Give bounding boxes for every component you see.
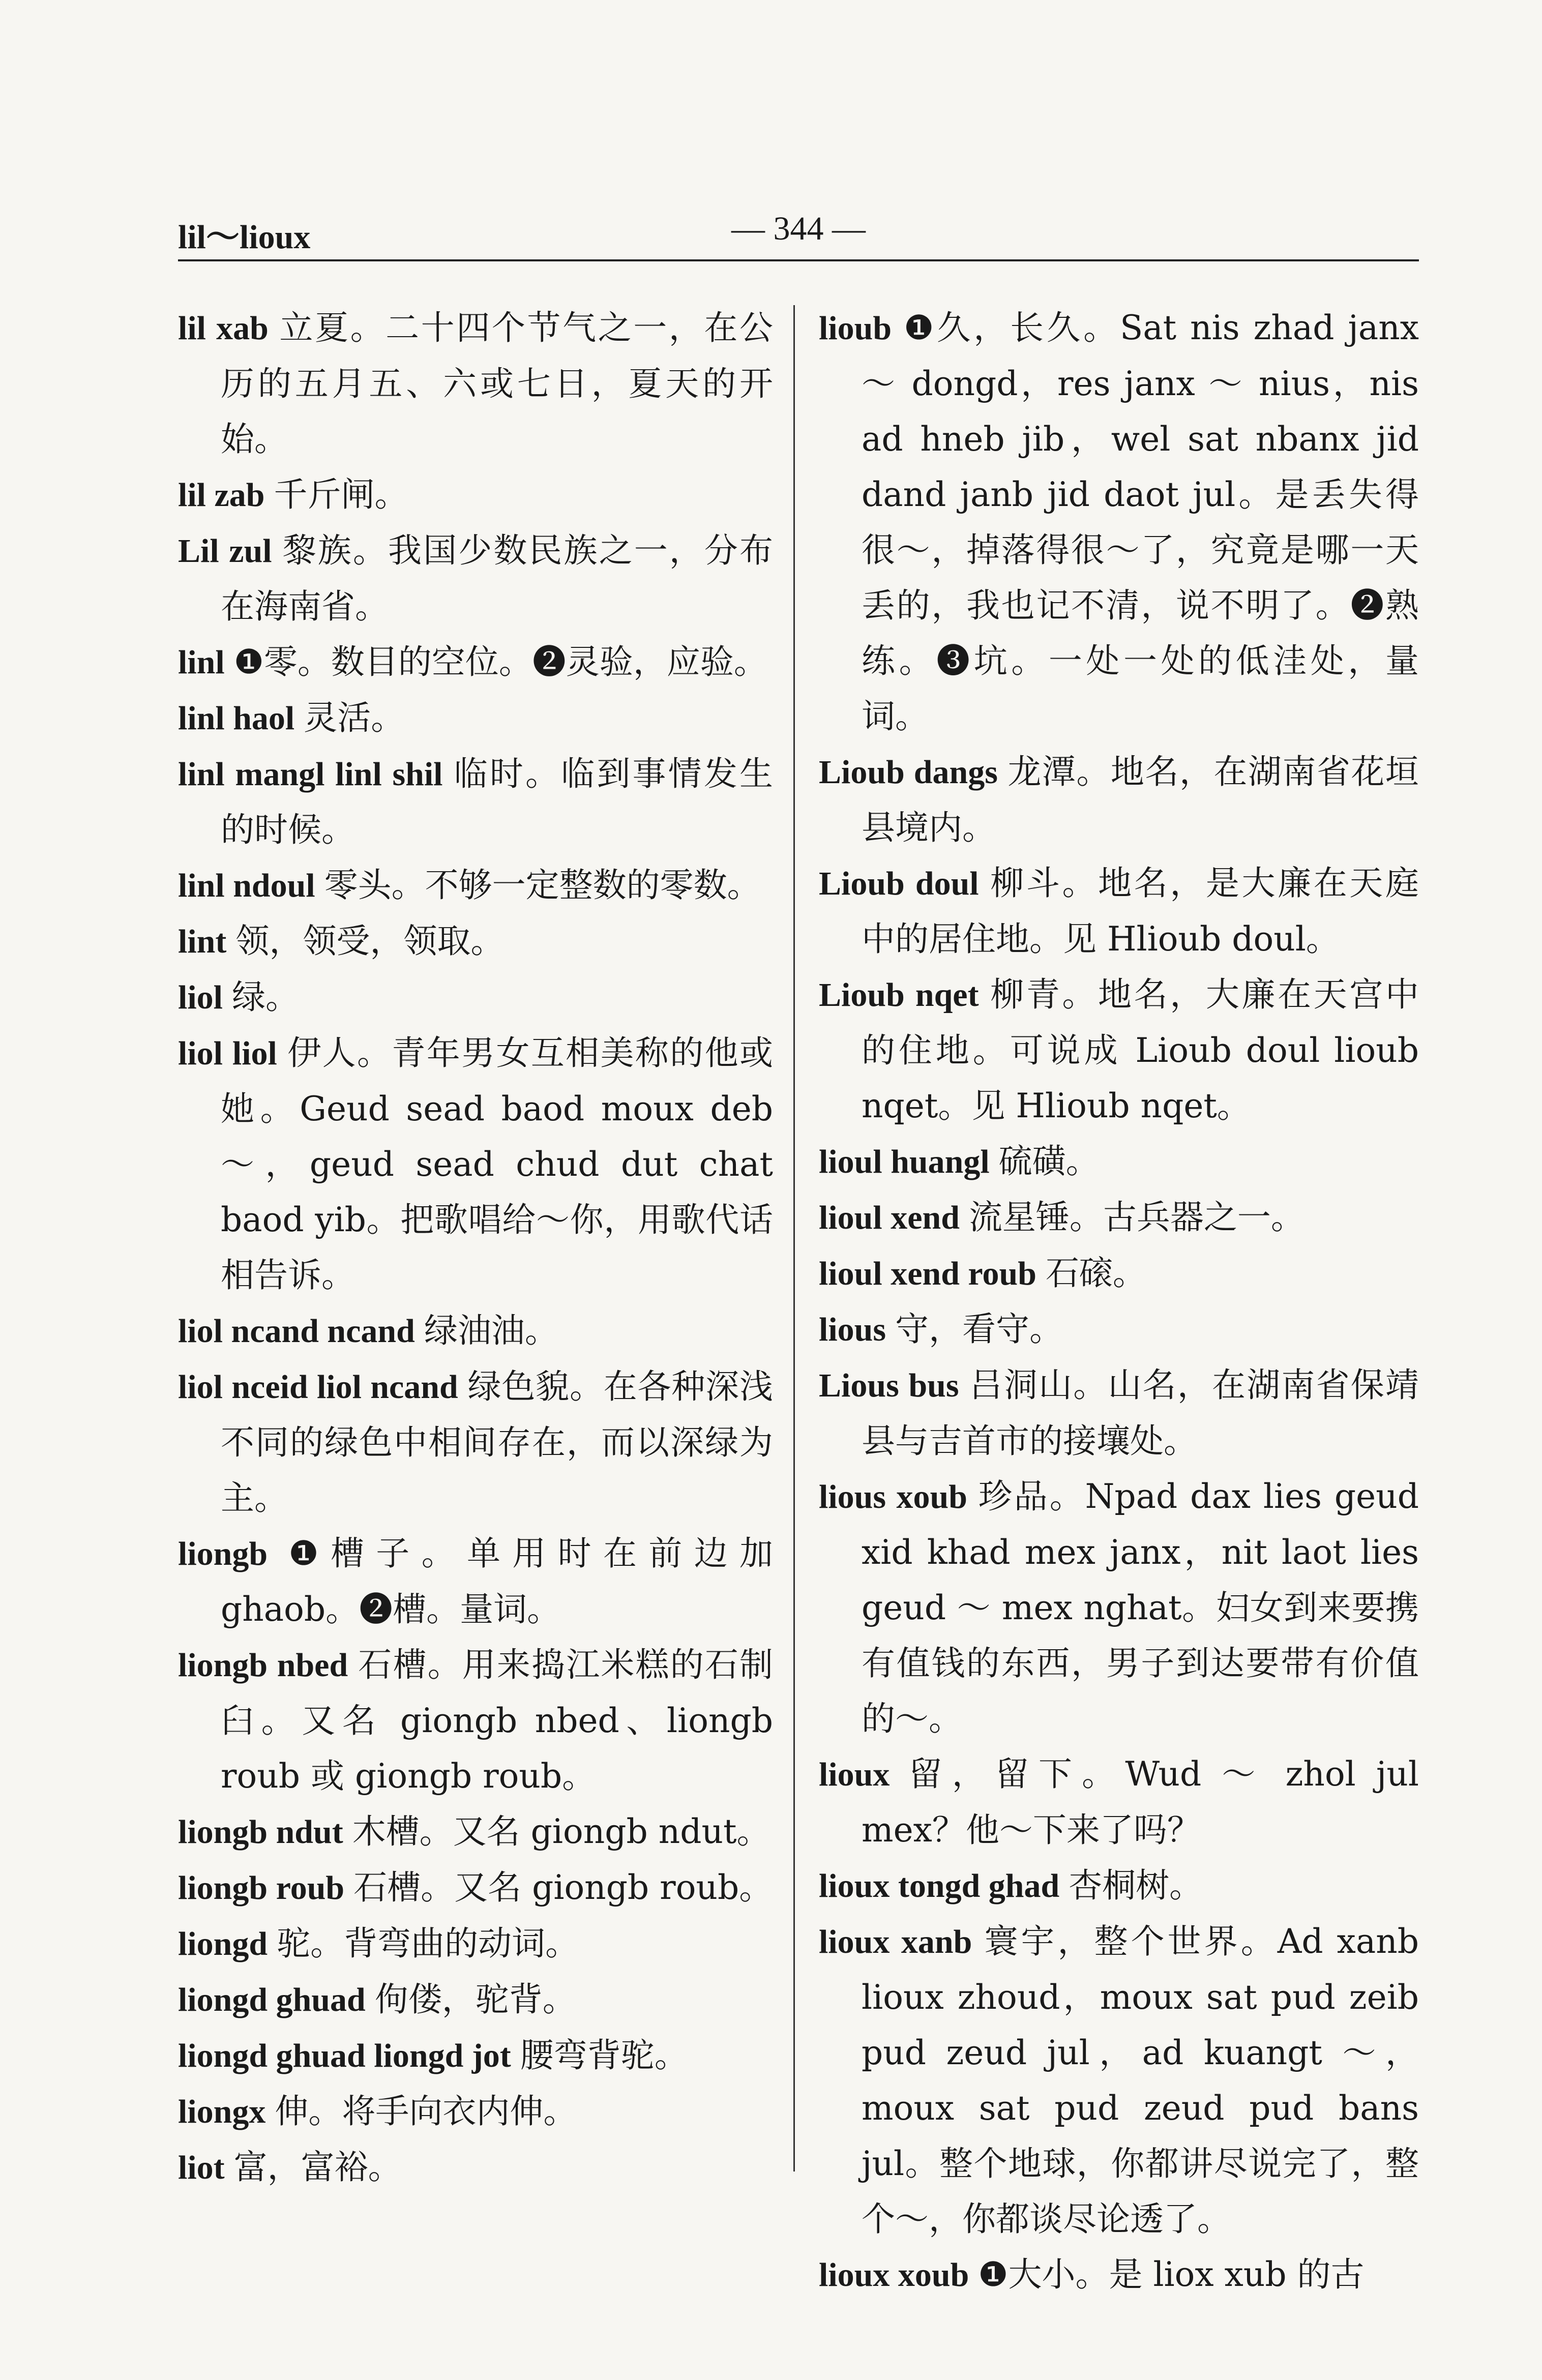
entry-definition: 佝偻，驼背。: [374, 1980, 576, 2019]
entry-headword: Lioub dangs: [819, 754, 998, 791]
entry-headword: lioul xend roub: [819, 1255, 1036, 1292]
entry-definition: ❶槽子。单用时在前边加ghaob。❷槽。量词。: [221, 1534, 773, 1629]
entry-definition: 立夏。二十四个节气之一，在公历的五月五、六或七日，夏天的开始。: [221, 308, 774, 459]
dictionary-entry: [819, 1301, 1419, 1357]
entry-headword: liongb ndut: [178, 1813, 343, 1851]
dictionary-entry: [178, 1860, 773, 1916]
entry-definition: ❶零。数目的空位。❷灵验，应验。: [233, 642, 767, 681]
entry-headword: Lioub doul: [819, 865, 979, 902]
entry-headword: linl haol: [178, 700, 295, 737]
entry-headword: liongx: [178, 2093, 266, 2130]
entry-headword: liol ncand ncand: [178, 1313, 415, 1350]
entry-definition: 珍品。Npad dax lies geud xid khad mex janx，nit laot lies geud ～ mex nghat。妇女到来要携有值钱的东西，男子到达要带有价值的～。: [862, 1477, 1419, 1738]
dictionary-entry: [178, 857, 773, 913]
entry-definition: 柳青。地名，大廉在天宫中的住地。可说成 Lioub doul lioub nqet。见 Hlioub nqet。: [862, 975, 1419, 1125]
entry-definition: 千斤闸。: [274, 475, 408, 514]
entry-definition: 寰宇，整个世界。Ad xanb lioux zhoud，moux sat pud zeib pud zeud jul，ad kuangt ～，moux sat pud zeud pud bans jul。整个地球，你都讲尽说完了，整个～，你都谈尽论透了。: [862, 1922, 1419, 2239]
entry-definition: 木槽。又名 giongb ndut。: [352, 1812, 770, 1851]
entry-definition: 零头。不够一定整数的零数。: [324, 866, 761, 905]
entry-headword: Lioub nqet: [819, 976, 979, 1014]
dictionary-entry: [819, 1134, 1419, 1189]
dictionary-entry: [178, 1637, 773, 1804]
column-divider: [793, 305, 795, 2171]
entry-definition: 柳斗。地名，是大廉在天庭中的居住地。见 Hlioub doul。: [862, 864, 1419, 959]
dictionary-entry: [819, 967, 1419, 1134]
dictionary-entry: [178, 2139, 773, 2195]
dictionary-entry: [819, 1469, 1419, 1746]
entry-definition: ❶大小。是 liox xub 的古: [978, 2255, 1365, 2294]
dictionary-entry: [819, 1914, 1419, 2247]
dictionary-entry: [178, 1359, 773, 1526]
entry-headword: lioux tongd ghad: [819, 1867, 1060, 1905]
entry-headword: lint: [178, 923, 227, 960]
page-number: — 344 —: [731, 210, 866, 247]
dictionary-entry: [178, 690, 773, 746]
entry-definition: 临时。临到事情发生的时候。: [221, 754, 773, 849]
entry-headword: lioul xend: [819, 1199, 960, 1236]
dictionary-entry: [178, 1303, 773, 1359]
entry-definition: 吕洞山。山名，在湖南省保靖县与吉首市的接壤处。: [862, 1365, 1419, 1461]
entry-definition: 石磙。: [1045, 1254, 1146, 1293]
entry-definition: 杏桐树。: [1069, 1866, 1203, 1905]
entry-headword: lil zab: [178, 477, 265, 514]
dictionary-entry: [819, 2247, 1419, 2303]
entry-headword: liol: [178, 979, 223, 1016]
dictionary-entry: [819, 1746, 1419, 1858]
entry-definition: 富，富裕。: [233, 2148, 402, 2187]
entry-definition: ❶久，长久。Sat nis zhad janx ～ dongd，res janx ～ nius，nis ad hneb jib，wel sat nbanx jid dand janb jid daot jul。是丢失得很～，掉落得很～了，究竟是哪一天丢的，我也记不清，说不明了。❷熟练。❸坑。一处一处的低洼处，量词。: [862, 308, 1419, 736]
entry-definition: 留，留下。Wud ～ zhol jul mex？他～下来了吗？: [862, 1754, 1419, 1850]
entry-headword: linl: [178, 644, 225, 681]
entry-headword: liongd: [178, 1925, 268, 1962]
entry-definition: 绿油油。: [424, 1311, 558, 1350]
dictionary-entry: [178, 634, 773, 690]
header-range: lil～lioux: [178, 219, 311, 256]
entry-definition: 伊人。青年男女互相美称的他或她。Geud sead baod moux deb ～，geud sead chud dut chat baod yib。把歌唱给～你，用歌代话相告诉。: [221, 1033, 773, 1295]
dictionary-entry: [178, 746, 773, 857]
entry-headword: liongb roub: [178, 1869, 345, 1907]
page-header: [178, 203, 1419, 261]
entry-headword: Lil zul: [178, 532, 272, 570]
dictionary-entry: [819, 1858, 1419, 1914]
entry-definition: 硫磺。: [998, 1142, 1100, 1181]
entry-definition: 领，领受，领取。: [235, 921, 505, 961]
dictionary-entry: [819, 855, 1419, 967]
entry-definition: 绿。: [232, 977, 300, 1017]
dictionary-entry: [178, 1972, 773, 2028]
entry-definition: 伸。将手向衣内伸。: [275, 2092, 577, 2131]
entry-headword: linl ndoul: [178, 867, 315, 904]
dictionary-entry: [178, 2028, 773, 2084]
entry-headword: lioux: [819, 1756, 890, 1793]
entry-headword: lioul huangl: [819, 1143, 990, 1180]
left-column: [178, 300, 773, 2195]
dictionary-entry: [178, 1526, 773, 1637]
entry-definition: 灵活。: [304, 698, 405, 737]
entry-definition: 石槽。又名 giongb roub。: [353, 1868, 773, 1907]
dictionary-entry: [178, 1025, 773, 1303]
dictionary-entry: [178, 969, 773, 1025]
entry-headword: liongd ghuad: [178, 1981, 366, 2018]
entry-headword: lious: [819, 1311, 886, 1348]
entry-headword: liongb nbed: [178, 1647, 348, 1684]
entry-headword: liongb: [178, 1535, 268, 1572]
entry-definition: 石槽。用来捣江米糕的石制臼。又名 giongb nbed、liongb roub 或 giongb roub。: [221, 1645, 774, 1796]
entry-definition: 流星锤。古兵器之一。: [968, 1198, 1304, 1237]
entry-definition: 绿色貌。在各种深浅不同的绿色中相间存在，而以深绿为主。: [221, 1367, 773, 1518]
entry-headword: lioux xanb: [819, 1923, 972, 1960]
entry-headword: liol nceid liol ncand: [178, 1368, 458, 1406]
entry-definition: 守，看守。: [895, 1310, 1063, 1349]
dictionary-entry: [178, 467, 773, 523]
dictionary-entry: [819, 744, 1419, 855]
dictionary-entry: [178, 913, 773, 969]
entry-headword: lioux xoub: [819, 2256, 969, 2294]
entry-headword: liol liol: [178, 1035, 277, 1072]
dictionary-entry: [178, 523, 773, 634]
entry-headword: lil xab: [178, 310, 269, 347]
dictionary-entry: [178, 2084, 773, 2139]
entry-headword: liongd ghuad liongd jot: [178, 2037, 511, 2074]
dictionary-entry: [819, 300, 1419, 744]
dictionary-entry: [178, 1804, 773, 1860]
entry-headword: linl mangl linl shil: [178, 756, 443, 793]
entry-headword: lious xoub: [819, 1478, 967, 1515]
entry-headword: Lious bus: [819, 1367, 959, 1404]
dictionary-entry: [178, 1916, 773, 1972]
dictionary-entry: [178, 300, 773, 467]
entry-headword: liot: [178, 2149, 225, 2186]
right-column: [819, 300, 1419, 2303]
entry-headword: lioub: [819, 310, 892, 347]
dictionary-entry: [819, 1245, 1419, 1301]
entry-definition: 腰弯背驼。: [520, 2036, 688, 2075]
entry-definition: 龙潭。地名，在湖南省花垣县境内。: [862, 752, 1419, 847]
dictionary-entry: [819, 1189, 1419, 1245]
entry-definition: 黎族。我国少数民族之一，分布在海南省。: [221, 531, 773, 626]
entry-definition: 驼。背弯曲的动词。: [277, 1924, 579, 1963]
dictionary-entry: [819, 1357, 1419, 1469]
